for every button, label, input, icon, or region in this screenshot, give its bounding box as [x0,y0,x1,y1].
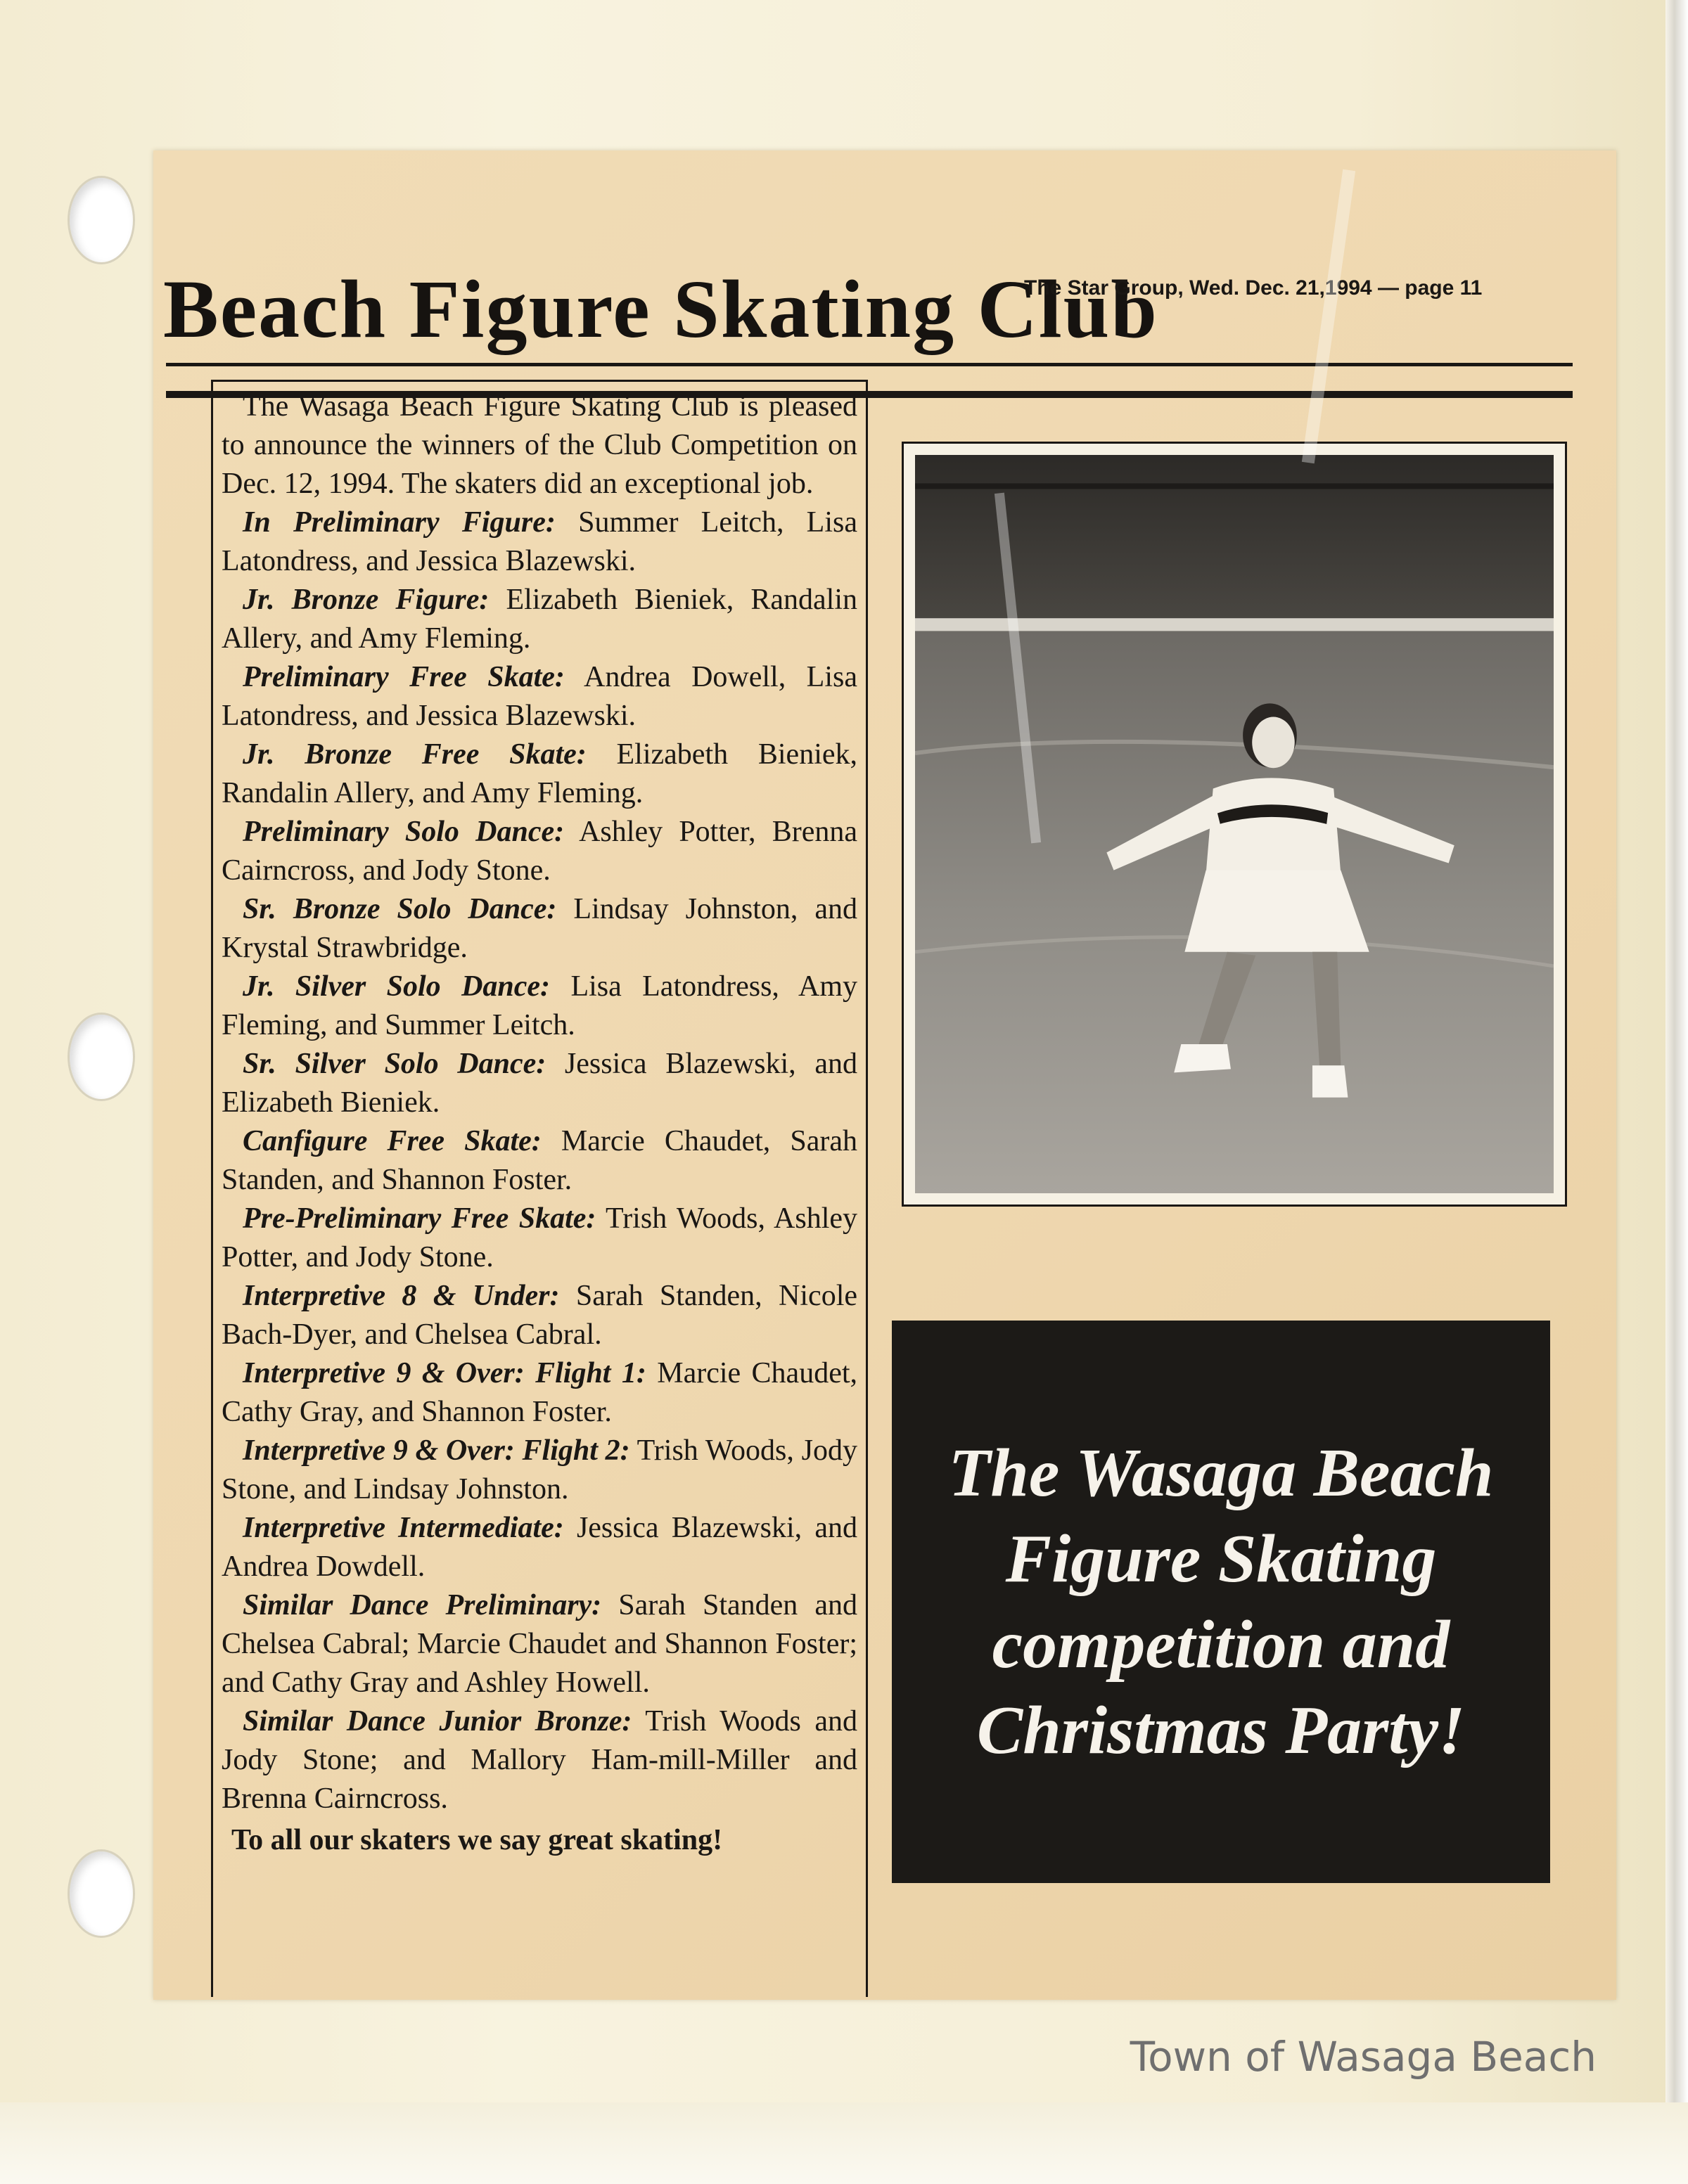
result-winners: Trish Woods, Ashley Potter, and Jody Stone. [222,1202,858,1273]
result-entry [222,581,857,658]
result-entry [222,503,857,581]
watermark-text: Town of Wasaga Beach [1130,2033,1597,2081]
result-entry [222,813,857,890]
result-category: Interpretive Intermediate: [243,1512,564,1544]
punch-hole [68,1013,135,1101]
result-winners: Sarah Standen and Chelsea Cabral; Marcie Chaudet and Shannon Foster; and Cathy Gray and Ashley Howell. [222,1589,858,1699]
result-entry [222,890,857,968]
result-winners: Marcie Chaudet, Sarah Standen, and Shannon Foster. [222,1125,857,1196]
result-winners: Jessica Blazewski, and Elizabeth Bieniek. [222,1048,857,1119]
result-winners: Jessica Blazewski, and Andrea Dowdell. [222,1512,857,1583]
result-entry [222,1277,857,1354]
result-winners: Elizabeth Bieniek, Randalin Allery, and Amy Fleming. [222,738,857,809]
result-entry [222,1045,857,1122]
result-entry [222,1200,857,1277]
result-entry [222,968,857,1045]
result-category: Jr. Bronze Free Skate: [243,738,587,771]
result-winners: Summer Leitch, Lisa Latondress, and Jessica Blazewski. [222,506,857,577]
result-winners: Marcie Chaudet, Cathy Gray, and Shannon Foster. [222,1357,858,1428]
result-category: Sr. Silver Solo Dance: [243,1048,546,1080]
result-winners: Trish Woods and Jody Stone; and Mallory Ham-mill-Miller and Brenna Cairncross. [222,1705,857,1815]
result-category: Similar Dance Junior Bronze: [243,1705,632,1737]
result-category: Preliminary Solo Dance: [243,816,565,848]
result-winners: Ashley Potter, Brenna Cairncross, and Jody Stone. [222,816,857,887]
result-category: Pre-Preliminary Free Skate: [243,1202,596,1235]
result-entry [222,1509,857,1586]
result-winners: Lisa Latondress, Amy Fleming, and Summer Leitch. [222,970,858,1041]
result-category: Interpretive 9 & Over: Flight 2: [243,1434,630,1467]
masthead-title: Beach Figure Skating Club [163,263,1158,355]
result-winners: Andrea Dowell, Lisa Latondress, and Jessica Blazewski. [222,661,857,732]
masthead-rule [166,363,1573,366]
result-entry [222,1586,857,1702]
article-column [211,380,868,1997]
punch-hole [68,176,135,264]
promo-headline: The Wasaga Beach Figure Skating competition and Christmas Party! [948,1435,1494,1768]
dateline: The Star Group, Wed. Dec. 21,1994 — page 11 [1024,276,1483,300]
result-winners: Lindsay Johnston, and Krystal Strawbridge. [222,893,858,964]
result-entry [222,1354,857,1432]
result-winners: Trish Woods, Jody Stone, and Lindsay Johnston. [222,1434,857,1505]
result-entry [222,1432,857,1509]
page-edge [1665,0,1688,2184]
result-category: Jr. Silver Solo Dance: [243,970,551,1003]
results-list [222,503,857,1818]
result-winners: Sarah Standen, Nicole Bach-Dyer, and Chelsea Cabral. [222,1280,858,1351]
punch-hole [68,1849,135,1938]
result-category: Jr. Bronze Figure: [243,584,490,616]
article-closing: To all our skaters we say great skating! [231,1824,723,1856]
article-lead: The Wasaga Beach Figure Skating Club is pleased to announce the winners of the Club Competition on Dec. 12, 1994. The skaters did an exceptional job. [222,390,857,500]
result-entry [222,1122,857,1200]
result-entry [222,658,857,736]
page-bottom-edge [0,2102,1688,2184]
result-category: Sr. Bronze Solo Dance: [243,893,557,925]
result-category: Preliminary Free Skate: [243,661,565,693]
result-entry [222,736,857,813]
result-category: Interpretive 8 & Under: [243,1280,560,1312]
result-winners: Elizabeth Bieniek, Randalin Allery, and Amy Fleming. [222,584,857,655]
result-category: Canfigure Free Skate: [243,1125,542,1157]
result-category: In Preliminary Figure: [243,506,556,539]
result-entry [222,1702,857,1818]
result-category: Similar Dance Preliminary: [243,1589,602,1621]
promo-box [892,1321,1550,1883]
result-category: Interpretive 9 & Over: Flight 1: [243,1357,646,1389]
